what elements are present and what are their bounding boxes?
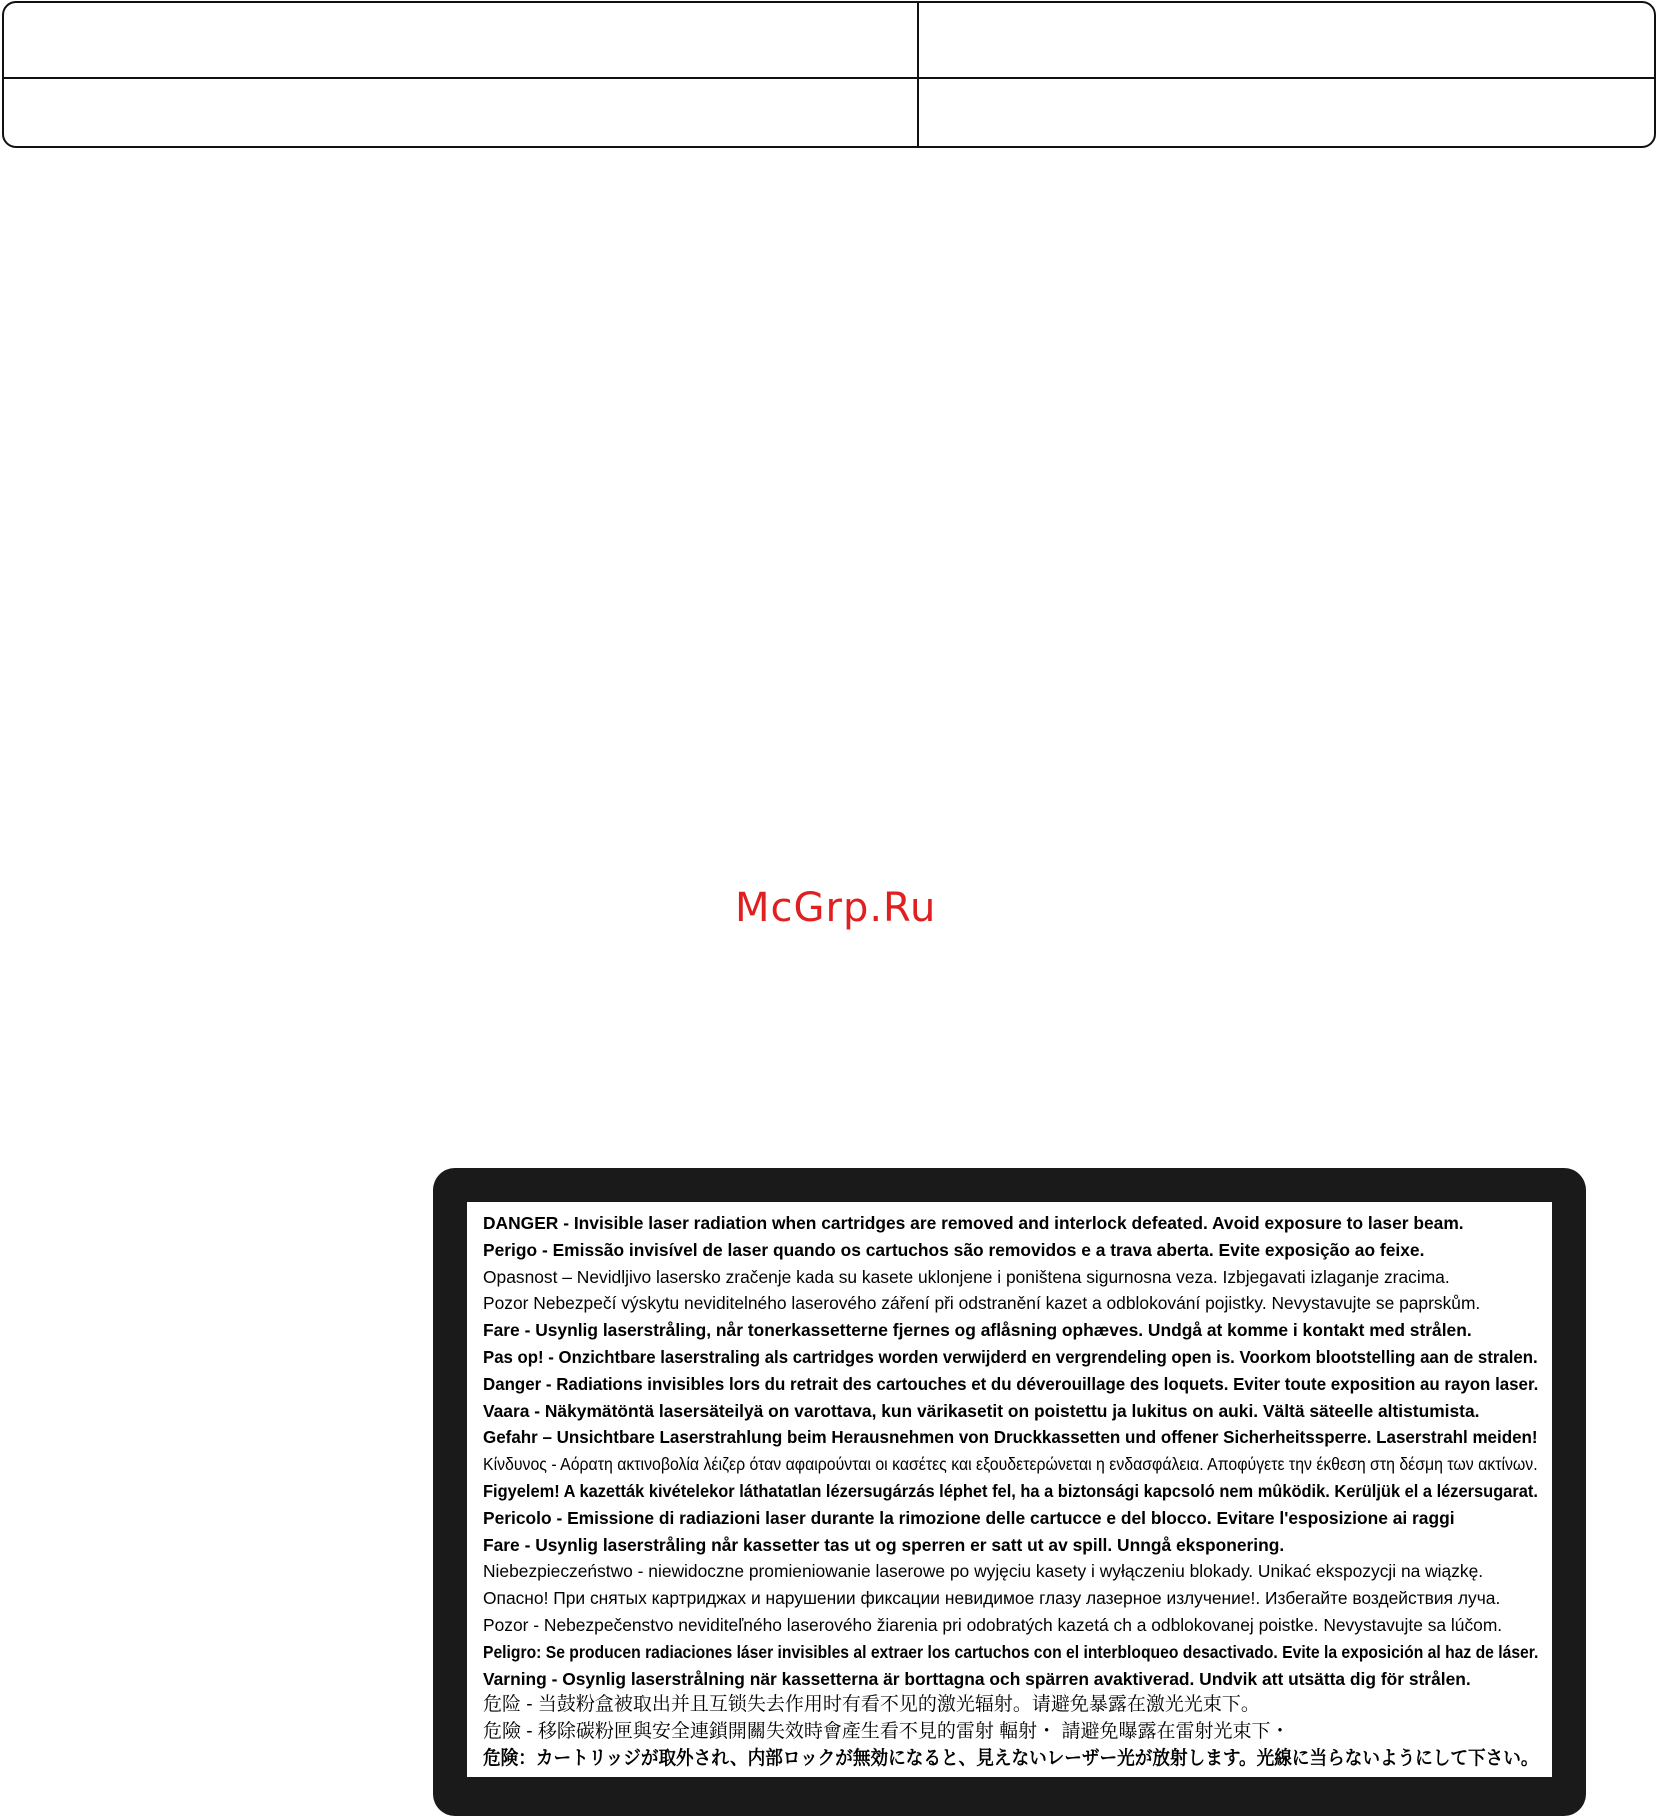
laser-warning-label xyxy=(433,1168,1586,1816)
warning-line: Опасно! При снятых картриджах и нарушении фиксации невидимое глазу лазерное излучение!. Избегайте воздействия луча. xyxy=(483,1588,1501,1609)
warning-line: Pas op! - Onzichtbare laserstraling als cartridges worden verwijderd en vergrendeling open is. Voorkom blootstelling aan de stralen. xyxy=(483,1347,1538,1367)
warning-line: 危险 - 当鼓粉盒被取出并且互锁失去作用时有看不见的激光辐射。请避免暴露在激光光束下。 xyxy=(483,1694,1260,1716)
laser-warning-text-area xyxy=(467,1202,1552,1777)
warning-line: DANGER - Invisible laser radiation when cartridges are removed and interlock defeated. Avoid exposure to laser beam. xyxy=(483,1213,1464,1233)
table-row xyxy=(4,3,1654,79)
warning-line: Peligro: Se producen radiaciones láser invisibles al extraer los cartuchos con el interbloqueo desactivado. Evite la exposición al haz de láser. xyxy=(483,1641,1539,1662)
table-cell xyxy=(919,3,1654,77)
table-row xyxy=(4,78,1654,148)
warning-line: Perigo - Emissão invisível de laser quando os cartuchos são removidos e a trava aberta. Evite exposição ao feixe. xyxy=(483,1239,1425,1260)
warning-line: 危險 - 移除碳粉匣與安全連鎖開關失效時會產生看不見的雷射 輻射・ 請避免曝露在雷射光束下・ xyxy=(483,1721,1290,1743)
warning-line: Pozor - Nebezpečenstvo neviditeľného laserového žiarenia pri odobratých kazetá ch a odblokovanej poistke. Nevystavujte sa lúčom. xyxy=(483,1615,1503,1635)
warning-line: Fare - Usynlig laserstråling når kassetter tas ut og sperren er satt ut av spill. Unngå eksponering. xyxy=(483,1534,1285,1555)
warning-line: Vaara - Näkymätöntä lasersäteilyä on varottava, kun värikasetit on poistettu ja lukitus on auki. Vältä säteelle altistumista. xyxy=(483,1400,1480,1421)
warning-line: Κίνδυνος - Αόρατη ακτινοβολία λέιζερ όταν αφαιρούνται οι κασέτες και εξουδετερώνεται η ενδασφάλεια. Αποφύγετε την έκθεση στη δέσμη των ακτίνων. xyxy=(483,1454,1538,1475)
warning-line: Opasnost – Nevidljivo lasersko zračenje kada su kasete uklonjene i poništena sigurnosna veza. Izbjegavati izlaganje zracima. xyxy=(483,1266,1450,1287)
table-cell xyxy=(4,3,919,77)
warning-line: Pozor Nebezpečí výskytu neviditelného laserového záření při odstranění kazet a odblokování pojistky. Nevystavujte se paprskům. xyxy=(483,1293,1481,1314)
warning-line: Gefahr – Unsichtbare Laserstrahlung beim Herausnehmen von Druckkassetten und offener Sicherheitssperre. Laserstrahl meiden! xyxy=(483,1427,1538,1448)
warning-line: Pericolo - Emissione di radiazioni laser durante la rimozione delle cartucce e del blocco. Evitare l'esposizione ai raggi xyxy=(483,1507,1455,1528)
warning-line: 危険：カートリッジが取外され、内部ロックが無効になると、見えないレーザー光が放射します。光線に当らないようにして下さい。 xyxy=(483,1748,1539,1769)
table-cell xyxy=(4,78,919,148)
warning-line: Varning - Osynlig laserstrålning när kassetterna är borttagna och spärren avaktiverad. Undvik att utsätta dig för strålen. xyxy=(483,1668,1471,1689)
header-table xyxy=(2,1,1656,148)
warning-line: Danger - Radiations invisibles lors du retrait des cartouches et du déverouillage des loquets. Eviter toute exposition au rayon laser. xyxy=(483,1373,1539,1394)
watermark: McGrp.Ru xyxy=(735,885,937,931)
warning-line: Niebezpieczeństwo - niewidoczne promieniowanie laserowe po wyjęciu kasety i wyłączeniu blokady. Unikać ekspozycji na wiązkę. xyxy=(483,1561,1484,1582)
table-cell xyxy=(919,78,1654,148)
warning-line: Fare - Usynlig laserstråling, når tonerkassetterne fjernes og aflåsning ophæves. Undgå at komme i kontakt med strålen. xyxy=(483,1320,1472,1341)
warning-line: Figyelem! A kazetták kivételekor láthatatlan lézersugárzás léphet fel, ha a biztonsági kapcsoló nem mûködik. Kerüljük el a lézersugarat. xyxy=(483,1481,1538,1501)
